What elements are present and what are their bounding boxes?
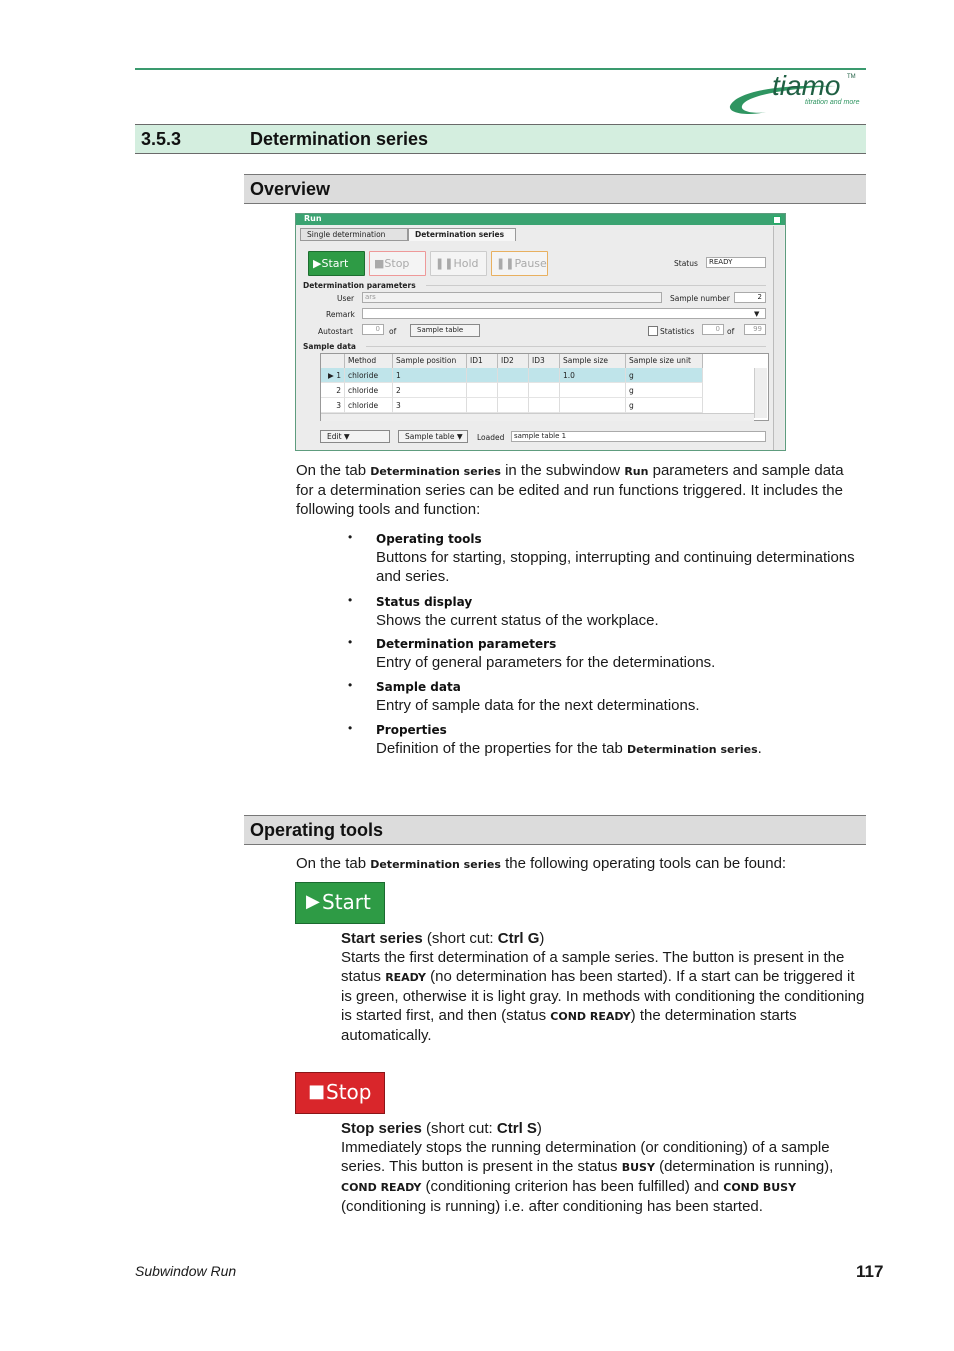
- row-pointer-icon: ▶: [328, 371, 334, 380]
- table-hscrollbar[interactable]: [321, 413, 754, 421]
- table-cell[interactable]: g: [626, 368, 703, 383]
- text: Definition of the properties for the tab: [376, 740, 627, 757]
- run-window-screenshot: [295, 213, 786, 451]
- logo-tagline: titration and more: [805, 99, 860, 106]
- table-cell[interactable]: 1: [393, 368, 467, 383]
- bullet-icon: •: [348, 678, 353, 692]
- table-corner: [321, 354, 345, 368]
- statistics-label: Statistics: [660, 327, 695, 336]
- bullet-icon: •: [348, 721, 353, 735]
- column-header[interactable]: ID2: [498, 354, 529, 368]
- text: ): [536, 1120, 542, 1137]
- operating-tools-heading: [244, 815, 866, 845]
- text: .: [757, 740, 762, 757]
- remark-label: Remark: [326, 310, 355, 319]
- edit-dropdown[interactable]: [320, 430, 390, 443]
- logo-text: tiamo: [772, 70, 841, 101]
- stop-button-image: [295, 1072, 385, 1114]
- sample-table-dropdown[interactable]: [398, 430, 468, 443]
- start-button-image: [295, 882, 385, 924]
- hold-icon: ❚❚: [435, 257, 454, 270]
- stop-button-label: Stop: [326, 1080, 372, 1104]
- shortcut: Ctrl G: [497, 930, 540, 947]
- table-cell[interactable]: [498, 398, 529, 413]
- row-number: 3: [321, 398, 345, 413]
- bullet-icon: •: [348, 530, 353, 544]
- bullet-title: Sample data: [376, 680, 461, 694]
- hold-label: Hold: [453, 257, 479, 270]
- table-cell[interactable]: g: [626, 383, 703, 398]
- loaded-label: Loaded: [477, 433, 505, 442]
- table-cell[interactable]: chloride: [345, 368, 393, 383]
- pause-icon: ❚❚: [496, 257, 515, 270]
- overview-title: Overview: [250, 179, 331, 199]
- table-cell[interactable]: chloride: [345, 398, 393, 413]
- text: On the tab: [296, 855, 371, 872]
- bullet-icon: •: [348, 635, 353, 649]
- status-term: COND BUSY: [723, 1181, 797, 1194]
- text: in the subwindow: [500, 462, 625, 479]
- sample-number-label: Sample number: [670, 294, 730, 303]
- autostart-source-label: Sample table: [417, 326, 464, 334]
- statistics-checkbox[interactable]: [648, 326, 658, 336]
- start-button-label: Start: [322, 890, 371, 914]
- footer-chapter: Subwindow Run: [135, 1263, 237, 1279]
- of-label: of: [389, 327, 397, 336]
- text: (determination is running),: [654, 1158, 834, 1175]
- sample-table-label: Sample table: [405, 432, 455, 441]
- ui-term: Determination series: [370, 465, 501, 478]
- text: (conditioning is running) i.e. after conditioning has been started.: [341, 1198, 763, 1215]
- run-window-title: Run: [304, 214, 322, 223]
- tab-single-determination[interactable]: Single determination: [300, 228, 408, 241]
- column-header[interactable]: Sample size: [560, 354, 626, 368]
- start-button[interactable]: [308, 251, 365, 276]
- page-number: 117: [856, 1262, 884, 1281]
- text: Immediately stops the running determination (or conditioning) of a sample series. This button is present in the status: [341, 1139, 830, 1175]
- row-number: 2: [321, 383, 345, 398]
- header-rule: [135, 68, 866, 70]
- table-cell[interactable]: [560, 398, 626, 413]
- operating-tools-title: Operating tools: [250, 820, 384, 840]
- section-title: Determination series: [250, 129, 429, 149]
- chevron-down-icon: ▼: [456, 432, 463, 441]
- ui-term: Determination series: [370, 858, 501, 871]
- bullet-title: Determination parameters: [376, 637, 557, 651]
- stop-series-description: [341, 1119, 866, 1216]
- pause-button[interactable]: [491, 251, 548, 276]
- table-cell[interactable]: [467, 398, 498, 413]
- sample-data-label: Sample data: [303, 342, 356, 351]
- bullet-text: Entry of sample data for the next determinations.: [376, 697, 700, 714]
- table-cell[interactable]: chloride: [345, 383, 393, 398]
- column-header[interactable]: ID3: [529, 354, 560, 368]
- stop-icon: ■: [308, 1081, 326, 1102]
- text: parameters and sample data for a determination series can be edited and run functions triggered. It includes the following tools and function:: [296, 462, 844, 518]
- overview-heading: [244, 174, 866, 204]
- column-header[interactable]: Method: [345, 354, 393, 368]
- loaded-field: sample table 1: [511, 431, 766, 442]
- table-cell[interactable]: 1.0: [560, 368, 626, 383]
- divider: [426, 285, 766, 286]
- table-cell[interactable]: [529, 383, 560, 398]
- table-cell[interactable]: [560, 383, 626, 398]
- statistics-of-label: of: [727, 327, 735, 336]
- table-cell[interactable]: [467, 383, 498, 398]
- row-number: [321, 368, 345, 383]
- edit-label: Edit: [327, 432, 342, 441]
- table-cell[interactable]: g: [626, 398, 703, 413]
- stop-button[interactable]: [369, 251, 426, 276]
- start-series-description: [341, 929, 866, 1045]
- table-vscrollbar[interactable]: [754, 368, 767, 418]
- text: (short cut:: [422, 930, 498, 947]
- bullet-title: Properties: [376, 723, 447, 737]
- bullet-icon: •: [348, 593, 353, 607]
- bullet-title: Operating tools: [376, 532, 482, 546]
- text: Starts the first determination of a sample series. The button is present in the status: [341, 949, 845, 985]
- window-maximize-icon[interactable]: [773, 216, 781, 224]
- table-cell[interactable]: 3: [393, 398, 467, 413]
- ui-term: Run: [624, 465, 649, 478]
- table-cell[interactable]: 2: [393, 383, 467, 398]
- chevron-down-icon: ▼: [343, 432, 350, 441]
- determination-parameters-label: Determination parameters: [303, 281, 416, 290]
- text: ): [539, 930, 545, 947]
- text: the following operating tools can be found:: [500, 855, 787, 872]
- window-scrollbar[interactable]: [773, 226, 784, 450]
- shortcut: Ctrl S: [496, 1120, 537, 1137]
- table-cell[interactable]: [529, 398, 560, 413]
- remark-field[interactable]: [362, 308, 766, 319]
- tab-determination-series[interactable]: Determination series: [408, 228, 516, 241]
- play-icon: ▶: [306, 891, 320, 912]
- sample-number-field[interactable]: 2: [734, 292, 766, 303]
- statistics-field[interactable]: 0: [702, 324, 724, 335]
- run-window-titlebar: [296, 214, 785, 225]
- section-number: 3.5.3: [141, 129, 182, 149]
- text: ) the determination starts automatically.: [341, 1007, 797, 1044]
- section-heading: [135, 124, 866, 154]
- autostart-field[interactable]: 0: [362, 324, 384, 335]
- stop-label: Stop: [384, 257, 410, 270]
- stop-icon: ■: [374, 257, 385, 270]
- stop-series-title: Stop series: [341, 1120, 422, 1137]
- start-series-title: Start series: [341, 930, 423, 947]
- status-term: COND READY: [341, 1181, 422, 1194]
- bullet-text: Shows the current status of the workplace.: [376, 612, 659, 629]
- row-number-value: 1: [336, 371, 341, 380]
- bullet-text: Buttons for starting, stopping, interrupting and continuing determinations and series.: [376, 549, 855, 585]
- play-icon: ▶: [313, 257, 322, 270]
- text: (conditioning criterion has been fulfilled) and: [421, 1178, 724, 1195]
- chevron-down-icon[interactable]: ▼: [754, 310, 760, 318]
- hold-button[interactable]: [430, 251, 487, 276]
- text: On the tab: [296, 462, 371, 479]
- autostart-label: Autostart: [318, 327, 353, 336]
- status-term: COND READY: [550, 1010, 631, 1023]
- status-term: BUSY: [621, 1161, 655, 1174]
- column-header[interactable]: Sample size unit: [626, 354, 703, 368]
- overview-paragraph: [296, 461, 856, 519]
- sample-table[interactable]: [320, 353, 769, 421]
- bullet-text: Entry of general parameters for the determinations.: [376, 654, 716, 671]
- operating-tools-intro: [296, 854, 856, 874]
- user-field[interactable]: ars: [362, 292, 662, 303]
- start-label: Start: [321, 257, 349, 270]
- text: (short cut:: [421, 1120, 497, 1137]
- column-header[interactable]: ID1: [467, 354, 498, 368]
- pause-label: Pause: [514, 257, 547, 270]
- divider: [366, 346, 766, 347]
- ui-term: Determination series: [626, 743, 758, 756]
- table-cell[interactable]: [498, 368, 529, 383]
- logo-trademark: TM: [847, 74, 856, 80]
- table-cell[interactable]: [529, 368, 560, 383]
- user-label: User: [337, 294, 355, 303]
- autostart-source-dropdown[interactable]: [410, 324, 480, 337]
- status-term: READY: [385, 971, 426, 984]
- table-cell[interactable]: [467, 368, 498, 383]
- table-cell[interactable]: [498, 383, 529, 398]
- status-label: Status: [674, 259, 698, 268]
- bullet-title: Status display: [376, 595, 473, 609]
- tiamo-logo: [726, 72, 866, 120]
- bullet-text: [376, 739, 856, 759]
- column-header[interactable]: Sample position: [393, 354, 467, 368]
- statistics-of-field[interactable]: 99: [744, 324, 766, 335]
- status-display: READY: [706, 257, 766, 268]
- text: (no determination has been started). If a start can be triggered it is green, otherwise it is light gray. In methods with conditioning the conditioning is started first, and then (status: [341, 968, 865, 1024]
